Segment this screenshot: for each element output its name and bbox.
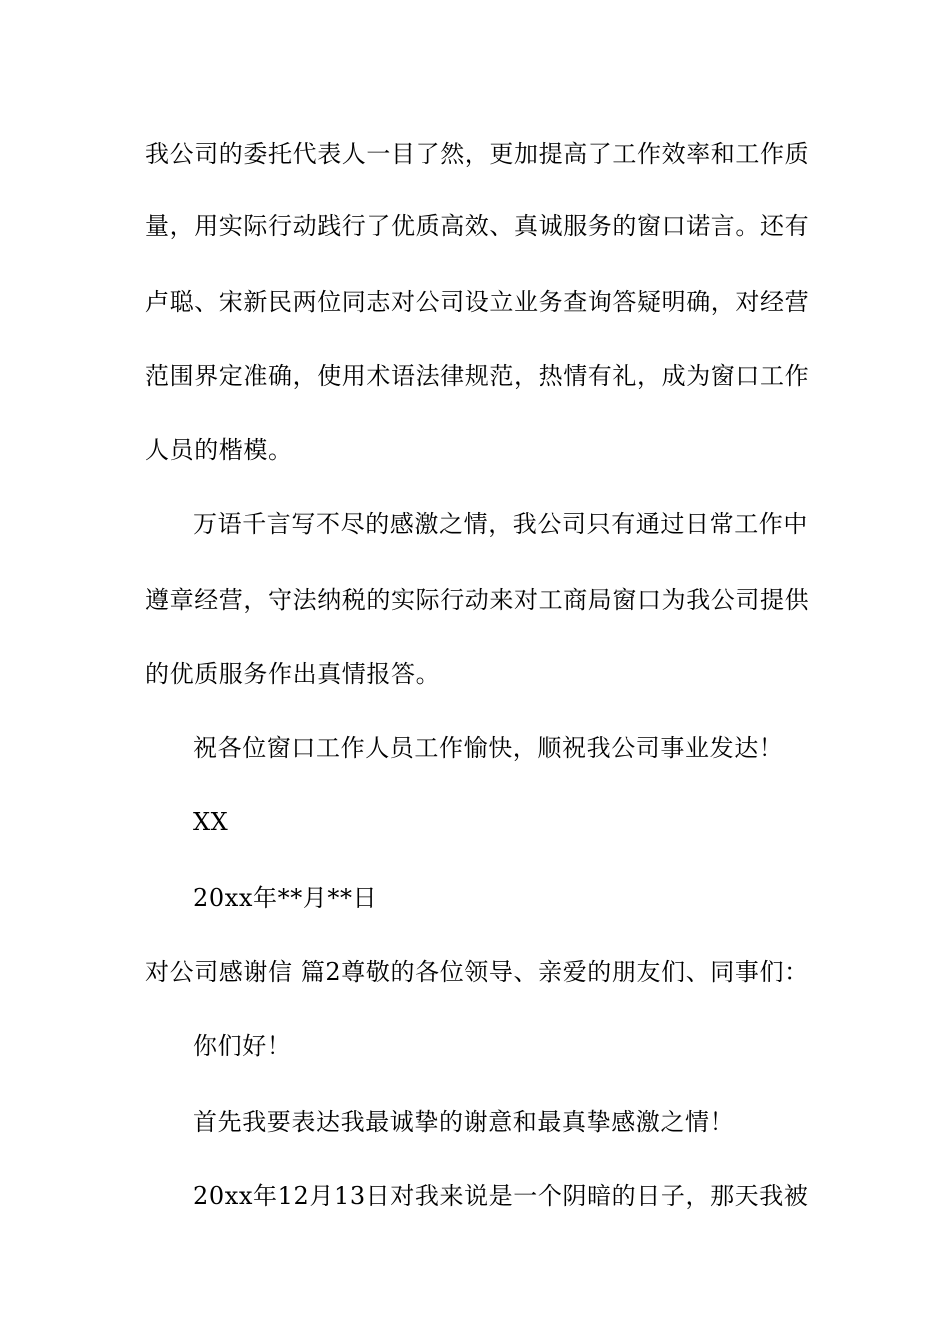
paragraph-first-line: 首先我要表达我最诚挚的谢意和最真挚感激之情！ (193, 1108, 735, 1136)
paragraph-first-line: 20xx年12月13日对我来说是一个阴暗的日子，那天我被 (193, 1182, 809, 1210)
body-text-line: 范围界定准确，使用术语法律规范，热情有礼，成为窗口工作 (145, 362, 810, 390)
body-text-line: 人员的楷模。 (145, 436, 293, 464)
section-heading: 对公司感谢信 篇2尊敬的各位领导、亲爱的朋友们、同事们： (145, 958, 809, 986)
closing-wish: 祝各位窗口工作人员工作愉快，顺祝我公司事业发达！ (193, 734, 784, 762)
greeting: 你们好！ (193, 1032, 292, 1060)
signature-name: XX (193, 808, 229, 836)
body-text-line: 我公司的委托代表人一目了然，更加提高了工作效率和工作质 (145, 140, 810, 168)
body-text-line: 卢聪、宋新民两位同志对公司设立业务查询答疑明确，对经营 (145, 288, 810, 316)
paragraph-first-line: 万语千言写不尽的感激之情，我公司只有通过日常工作中 (193, 510, 808, 538)
body-text-line: 量，用实际行动践行了优质高效、真诚服务的窗口诺言。还有 (145, 212, 810, 240)
body-text-line: 的优质服务作出真情报答。 (145, 660, 441, 688)
body-text-line: 遵章经营，守法纳税的实际行动来对工商局窗口为我公司提供 (145, 586, 810, 614)
signature-date: 20xx年**月**日 (193, 884, 378, 912)
